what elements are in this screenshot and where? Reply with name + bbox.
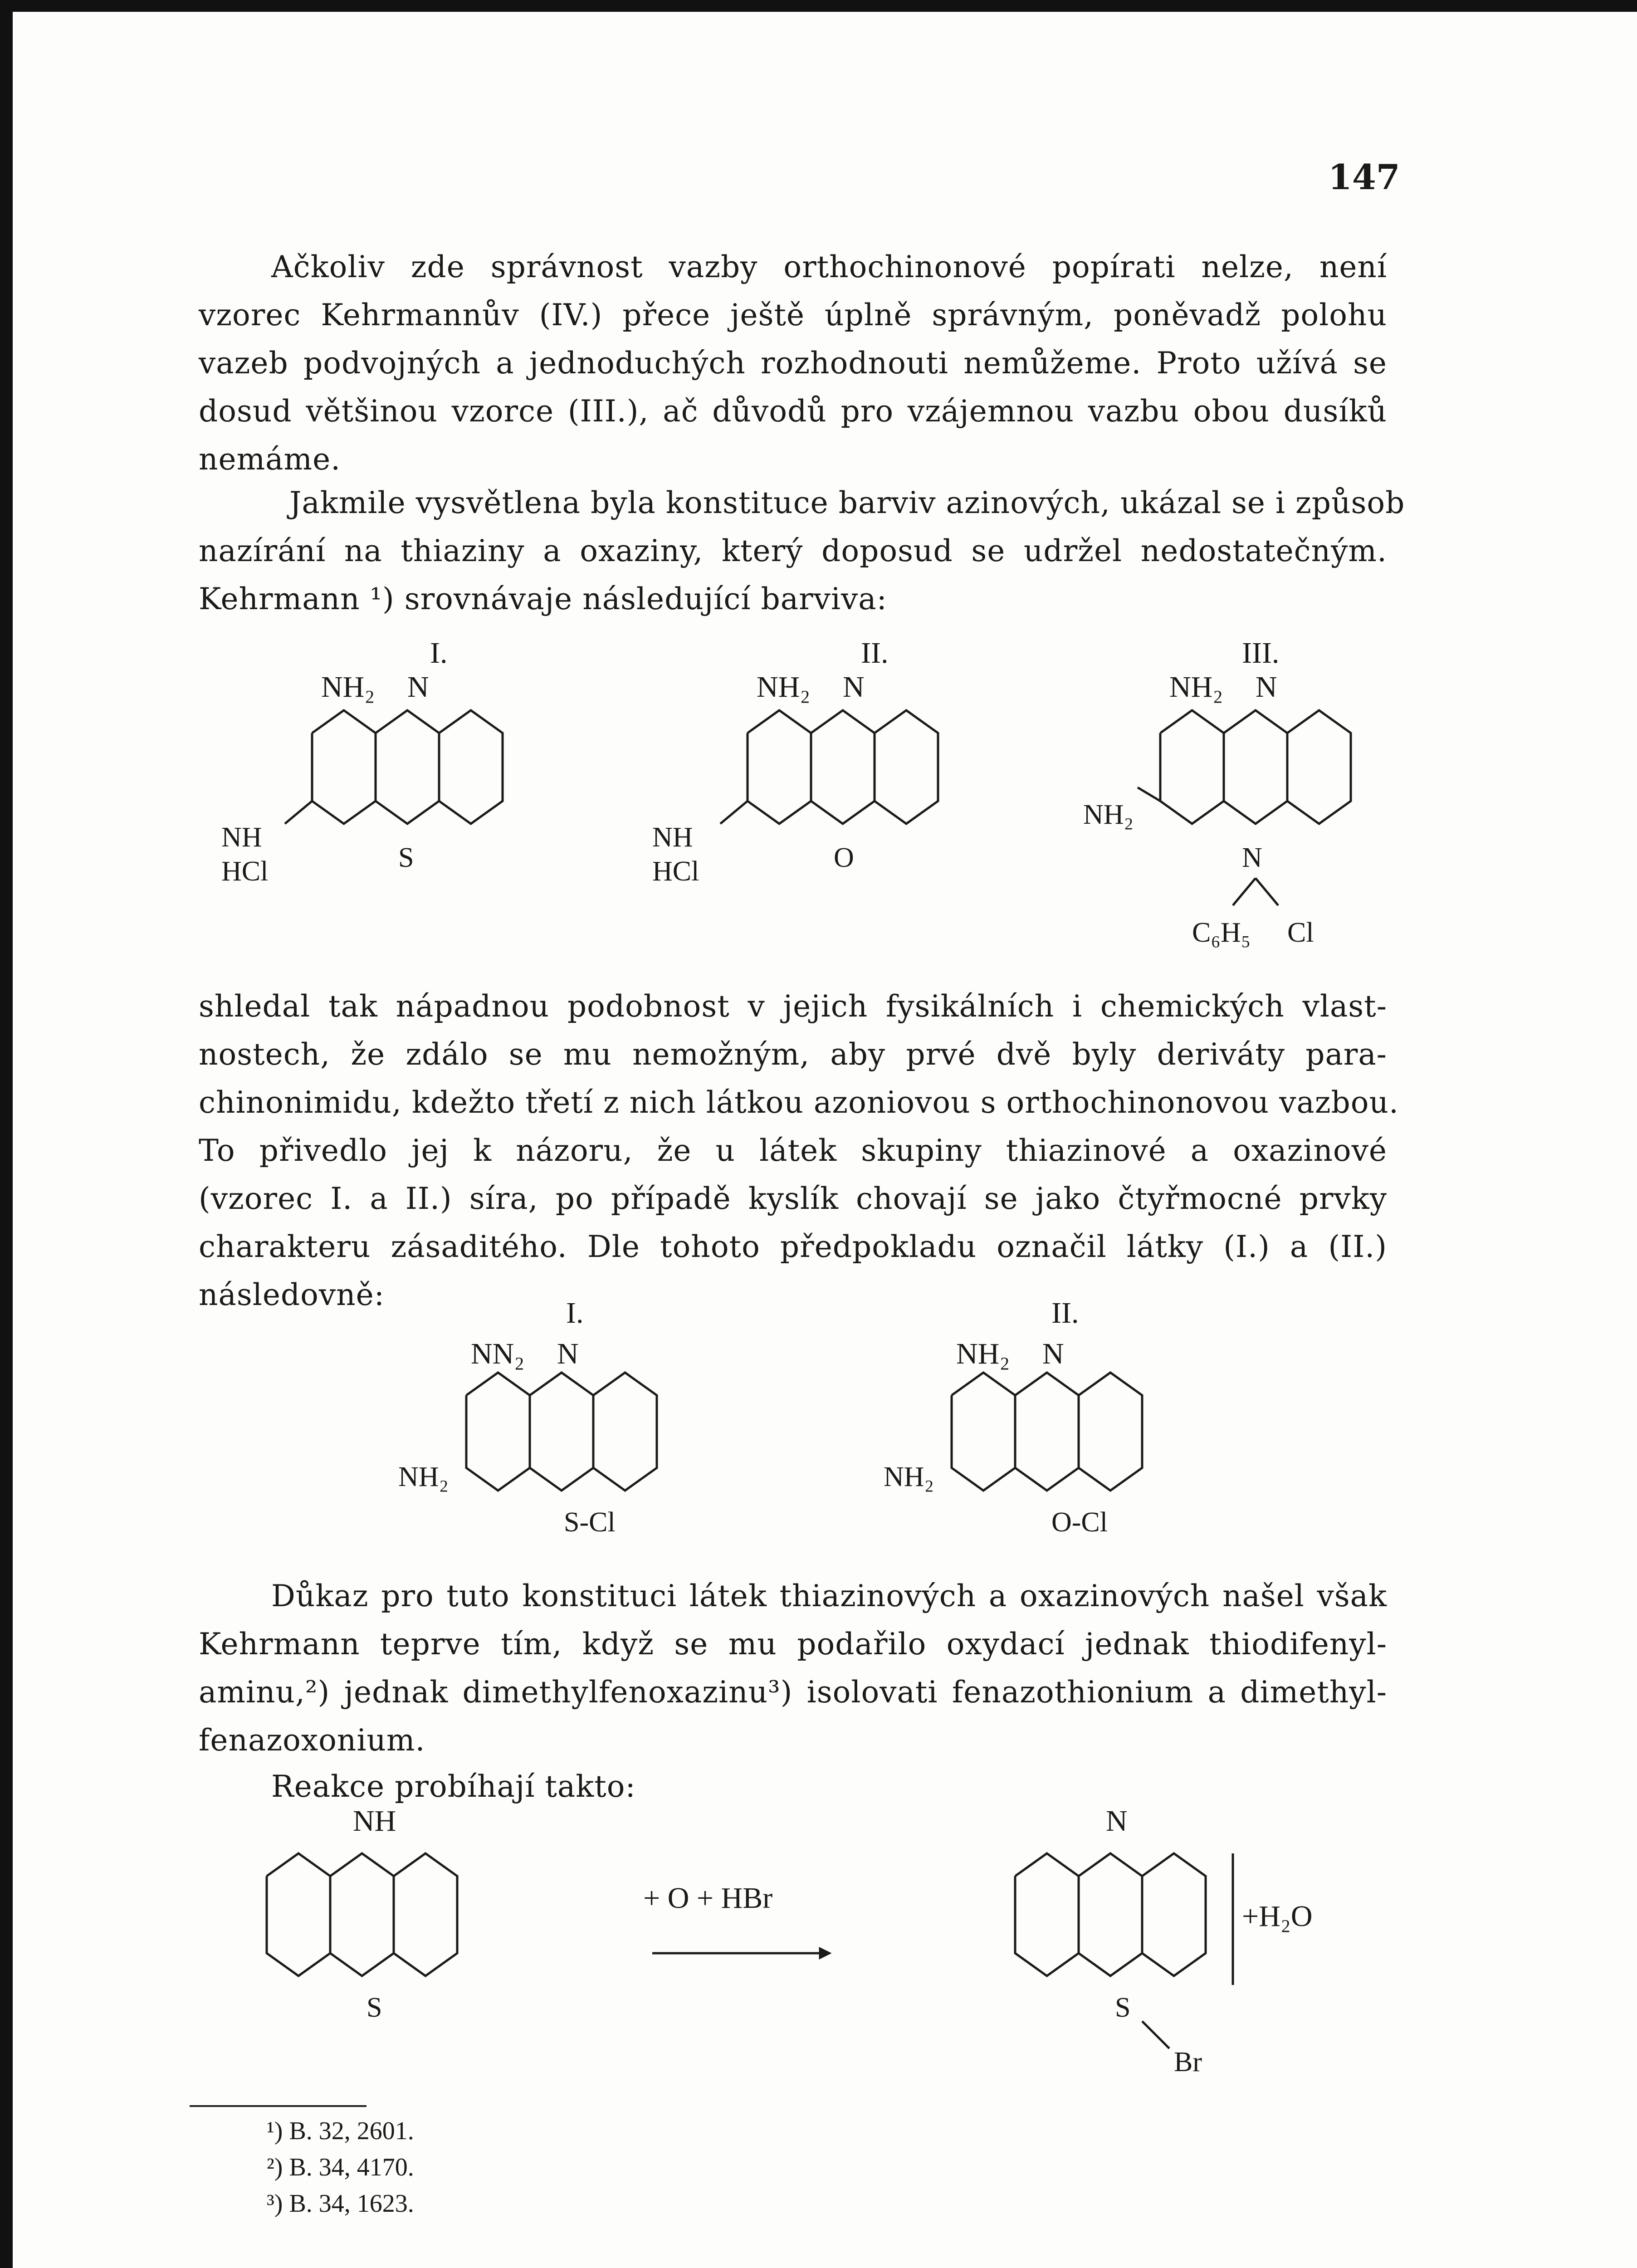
structure-2-1-left: NH₂ xyxy=(398,1461,449,1492)
ring xyxy=(394,1853,457,1976)
text-line: Jakmile vysvětlena byla konstituce barviv azinových, ukázal se i způsob xyxy=(289,485,1405,520)
text-line: To přivedlo jej k názoru, že u látek skupiny thiazinové a oxazinové xyxy=(199,1133,1387,1168)
text-line: charakteru zásaditého. Dle tohoto předpokladu označil látky (I.) a (II.) xyxy=(199,1229,1387,1264)
text-line: Důkaz pro tuto konstituci látek thiazinových a oxazinových našel však xyxy=(271,1579,1387,1613)
text-line: nazírání na thiaziny a oxaziny, který doposud se udržel nedostatečným. xyxy=(199,533,1387,568)
structure-3-sub-a: C₆H₅ xyxy=(1192,917,1251,948)
reactant-bottom: S xyxy=(366,1992,382,2023)
paragraph-3 xyxy=(199,982,1399,1319)
structure-3-sub-b: Cl xyxy=(1287,917,1314,948)
text-line: nemáme. xyxy=(199,442,341,477)
structure-1-left-a: NH xyxy=(221,822,262,853)
text-line: vazeb podvojných a jednoduchých rozhodnouti nemůžeme. Proto užívá se xyxy=(199,346,1387,381)
paragraph-1 xyxy=(199,243,1387,484)
ring xyxy=(466,1373,530,1491)
ring xyxy=(748,710,811,824)
bond xyxy=(1256,878,1278,905)
structure-2-top-a: NH₂ xyxy=(757,670,811,704)
ring xyxy=(1142,1853,1206,1976)
text-line: shledal tak nápadnou podobnost v jejich fysikálních i chemických vlast- xyxy=(199,989,1387,1024)
bond xyxy=(1233,878,1256,905)
reactant xyxy=(267,1804,457,2023)
structure-2-left-a: NH xyxy=(652,822,693,853)
footnote-3: ³) B. 34, 1623. xyxy=(267,2190,414,2218)
structure-2-top-b: N xyxy=(843,670,865,704)
structure-3-bottom: N xyxy=(1242,842,1262,873)
structure-2-1-top-a: NN₂ xyxy=(471,1337,525,1370)
footnote-1: ¹) B. 32, 2601. xyxy=(267,2117,414,2145)
bond xyxy=(720,801,748,824)
product-sub: Br xyxy=(1174,2047,1202,2077)
text-line: nostech, že zdálo se mu nemožným, aby prvé dvě byly deriváty para- xyxy=(199,1037,1387,1072)
ring xyxy=(330,1853,394,1976)
text-line: vzorec Kehrmannův (IV.) přece ještě úplně správným, poněvadž polohu xyxy=(199,298,1387,332)
structure-2-left-b: HCl xyxy=(652,856,699,887)
structure-1-top-b: N xyxy=(407,670,429,704)
ring xyxy=(1079,1853,1142,1976)
text-line: Ačkoliv zde správnost vazby orthochinonové popírati nelze, není xyxy=(271,249,1387,284)
text-line: aminu,²) jednak dimethylfenoxazinu³) isolovati fenazothionium a dimethyl- xyxy=(199,1675,1387,1710)
structure-2-label: II. xyxy=(861,636,889,670)
structure-1-bottom: S xyxy=(398,842,414,873)
structure-2-2-left: NH₂ xyxy=(884,1461,934,1492)
ring xyxy=(811,710,875,824)
bond xyxy=(285,801,312,824)
text-line: dosud většinou vzorce (III.), ač důvodů pro vzájemnou vazbu obou dusíků xyxy=(199,394,1387,429)
product xyxy=(1015,1804,1313,2077)
structure-2-2-bottom: O-Cl xyxy=(1051,1507,1108,1538)
text-line: následovně: xyxy=(199,1277,385,1312)
reaction-scheme xyxy=(258,1804,1437,2094)
ring xyxy=(593,1373,657,1491)
ring xyxy=(1015,1373,1079,1491)
text-line: Kehrmann teprve tím, když se mu podařilo oxydací jednak thiodifenyl- xyxy=(199,1627,1387,1662)
product-bottom: S xyxy=(1115,1992,1131,2023)
structure-3-top-b: N xyxy=(1256,670,1277,704)
ring xyxy=(875,710,938,824)
structure-2 xyxy=(652,636,938,887)
ring xyxy=(439,710,503,824)
ring xyxy=(952,1373,1015,1491)
text-line: Reakce probíhají takto: xyxy=(271,1769,636,1804)
page-number: 147 xyxy=(1328,157,1400,197)
footnote-2: ²) B. 34, 4170. xyxy=(267,2153,414,2181)
ring xyxy=(1015,1853,1079,1976)
structure-2-2 xyxy=(884,1296,1142,1538)
structure-1-top-a: NH₂ xyxy=(321,670,375,704)
ring xyxy=(312,710,376,824)
footnote-rule xyxy=(190,2105,366,2107)
product-top: N xyxy=(1106,1804,1128,1838)
bond xyxy=(1138,787,1160,801)
structure-3 xyxy=(1083,636,1351,948)
text-line: chinonimidu, kdežto třetí z nich látkou azoniovou s orthochinonovou vazbou. xyxy=(199,1085,1399,1120)
bond xyxy=(1142,2021,1169,2048)
structure-2-bottom: O xyxy=(834,842,854,873)
structure-3-left-a: NH₂ xyxy=(1083,799,1134,830)
product-extra: +H₂O xyxy=(1242,1900,1313,1933)
paragraph-4 xyxy=(199,1572,1387,1765)
structure-2-1-label: I. xyxy=(566,1296,584,1330)
ring xyxy=(267,1853,330,1976)
reactant-top: NH xyxy=(353,1804,396,1838)
structure-2-2-top-a: NH₂ xyxy=(956,1337,1010,1370)
text-line: Kehrmann ¹) srovnávaje následující barviva: xyxy=(199,582,887,616)
text-line: fenazoxonium. xyxy=(199,1723,425,1758)
reagents: + O + HBr xyxy=(643,1882,773,1915)
ring xyxy=(1287,710,1351,824)
structure-1-left-b: HCl xyxy=(221,856,269,887)
structure-2-1-bottom: S-Cl xyxy=(564,1507,616,1538)
ring xyxy=(1079,1373,1142,1491)
structure-3-top-a: NH₂ xyxy=(1169,670,1223,704)
structure-2-1-top-b: N xyxy=(557,1337,579,1370)
ring xyxy=(1160,710,1224,824)
ring xyxy=(530,1373,593,1491)
structure-2-2-top-b: N xyxy=(1042,1337,1064,1370)
arrowhead xyxy=(820,1949,829,1958)
structure-2-2-label: II. xyxy=(1051,1296,1079,1330)
structure-1 xyxy=(221,636,503,887)
ring xyxy=(1224,710,1287,824)
structure-1-label: I. xyxy=(430,636,448,670)
figure-1-structures xyxy=(194,620,1419,973)
ring xyxy=(376,710,439,824)
structure-2-1 xyxy=(398,1296,657,1538)
figure-2-structures xyxy=(376,1295,1283,1577)
paragraph-2 xyxy=(199,479,1405,623)
text-line: (vzorec I. a II.) síra, po případě kyslík chovají se jako čtyřmocné prvky xyxy=(199,1181,1387,1216)
structure-3-label: III. xyxy=(1242,636,1280,670)
